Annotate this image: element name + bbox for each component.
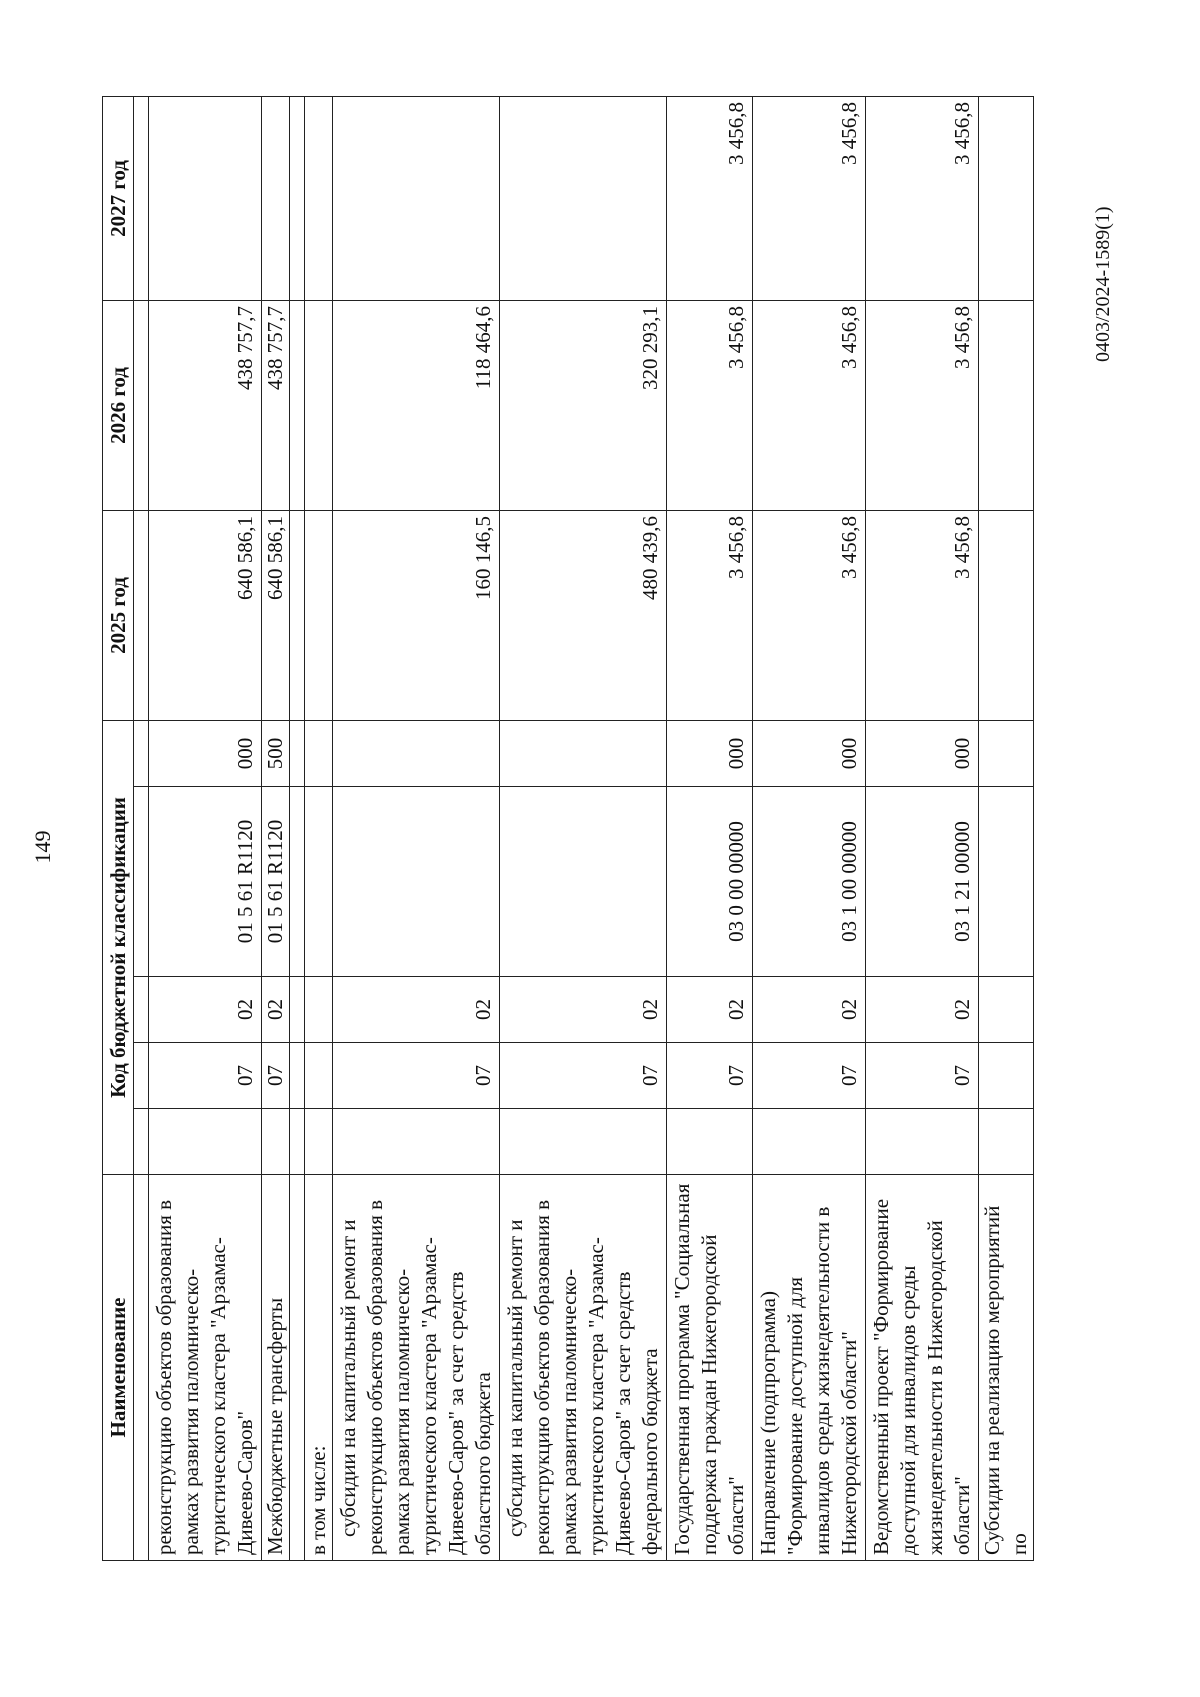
code-subsection [979,977,1034,1043]
value-2026: 438 757,7 [149,300,262,510]
code-type [305,720,333,786]
code-type: 000 [149,720,262,786]
row-name: Ведомственный проект "Формирование доступной для инвалидов среды жизнедеятельности в Нижегородской области" [866,1175,979,1561]
code-section: 07 [149,1043,262,1109]
code-target [500,787,667,977]
code-subsection: 02 [262,977,290,1043]
value-2026 [305,300,333,510]
value-2027 [333,96,500,300]
value-2026: 118 464,6 [333,300,500,510]
table-row [149,96,262,1560]
code-type: 000 [753,720,866,786]
code-type: 000 [866,720,979,786]
value-2027: 3 456,8 [866,96,979,300]
code-subsection [305,977,333,1043]
code-subsection: 02 [149,977,262,1043]
code-section: 07 [866,1043,979,1109]
header-gap-row [134,96,149,1560]
code-target: 03 0 00 00000 [667,787,753,977]
code-target [979,787,1034,977]
code-target: 01 5 61 R1120 [149,787,262,977]
row-name-text: субсидии на капитальный ремонт и реконструкцию объектов образования в рамках развития паломническо-туристического кластера "Арзамас-Дивеево-Саров" за счет средств федерального бюджета [503,1199,662,1555]
page-number: 149 [30,830,55,864]
row-name: Государственная программа "Социальная поддержка граждан Нижегородской области" [667,1175,753,1561]
code-subsection: 02 [866,977,979,1043]
header-code: Код бюджетной классификации [103,720,134,1174]
document-number: 0403/2024-1589(1) [1092,206,1114,362]
table-row [753,96,866,1560]
header-row [103,96,134,1560]
code-target: 03 1 00 00000 [753,787,866,977]
table-row [333,96,500,1560]
value-2026: 3 456,8 [667,300,753,510]
header-2025: 2025 год [103,510,134,720]
table-row [262,96,290,1560]
value-2027: 3 456,8 [753,96,866,300]
table-row [667,96,753,1560]
value-2025: 640 586,1 [149,510,262,720]
value-2025 [979,510,1034,720]
code-target [333,787,500,977]
code-target: 03 1 21 00000 [866,787,979,977]
budget-table [102,96,1034,1561]
value-2027 [500,96,667,300]
value-2027 [979,96,1034,300]
value-2027 [149,96,262,300]
row-name [333,1175,500,1561]
table-row [866,96,979,1560]
code-section: 07 [262,1043,290,1109]
value-2025: 480 439,6 [500,510,667,720]
value-2027: 3 456,8 [667,96,753,300]
code-section [979,1043,1034,1109]
row-name: реконструкцию объектов образования в рамках развития паломническо-туристического кластера "Арзамас-Дивеево-Саров" [149,1175,262,1561]
value-2027 [305,96,333,300]
row-name: Межбюджетные трансферты [262,1175,290,1561]
value-2025: 3 456,8 [866,510,979,720]
table-row [305,96,333,1560]
code-type [333,720,500,786]
value-2026: 438 757,7 [262,300,290,510]
value-2025: 160 146,5 [333,510,500,720]
code-section [305,1043,333,1109]
value-2025: 3 456,8 [667,510,753,720]
value-2026: 3 456,8 [866,300,979,510]
header-name: Наименование [103,1175,134,1561]
row-name: Направление (подпрограмма) "Формирование доступной для инвалидов среды жизнедеятельности в Нижегородской области" [753,1175,866,1561]
code-type: 500 [262,720,290,786]
value-2025: 640 586,1 [262,510,290,720]
code-type: 000 [667,720,753,786]
value-2026: 320 293,1 [500,300,667,510]
code-target [305,787,333,977]
code-section: 07 [753,1043,866,1109]
row-name [500,1175,667,1561]
code-subsection: 02 [333,977,500,1043]
code-subsection: 02 [500,977,667,1043]
spacer-row [290,96,305,1560]
row-name-text: субсидии на капитальный ремонт и реконструкцию объектов образования в рамках развития паломническо-туристического кластера "Арзамас-Дивеево-Саров" за счет средств областного бюджета [336,1199,495,1555]
value-2026: 3 456,8 [753,300,866,510]
table-row [979,96,1034,1560]
row-name: Субсидии на реализацию мероприятий по [979,1175,1034,1561]
code-subsection: 02 [753,977,866,1043]
header-2026: 2026 год [103,300,134,510]
value-2027 [262,96,290,300]
code-type [500,720,667,786]
code-target: 01 5 61 R1120 [262,787,290,977]
code-type [979,720,1034,786]
row-name: в том числе: [305,1175,333,1561]
value-2025: 3 456,8 [753,510,866,720]
header-2027: 2027 год [103,96,134,300]
value-2025 [305,510,333,720]
table-row [500,96,667,1560]
value-2026 [979,300,1034,510]
code-section: 07 [333,1043,500,1109]
code-section: 07 [500,1043,667,1109]
code-subsection: 02 [667,977,753,1043]
code-section: 07 [667,1043,753,1109]
